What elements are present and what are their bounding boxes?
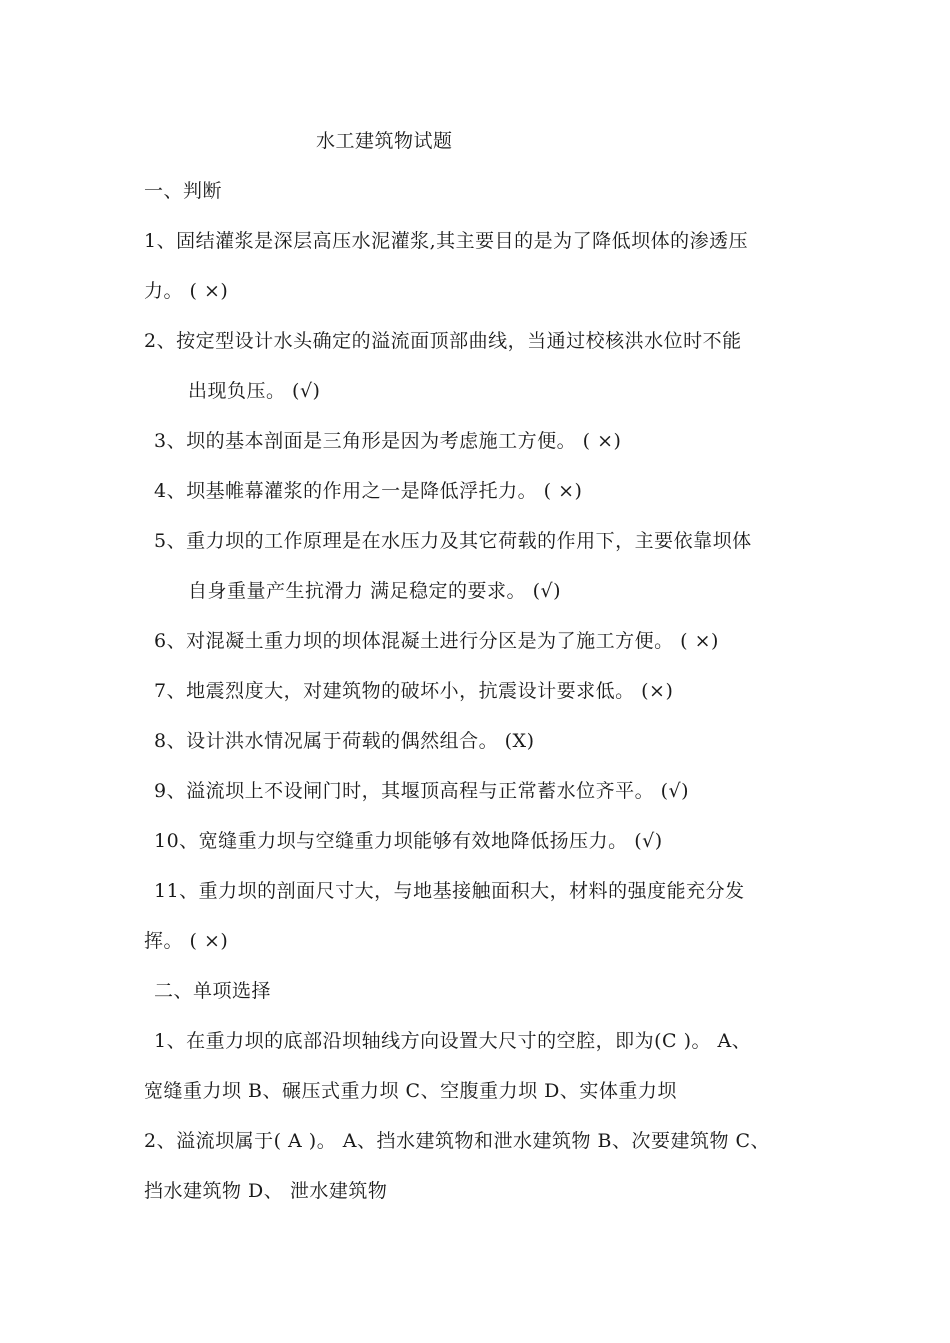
section-heading-judgment: 一、判断 xyxy=(144,180,223,202)
choice-item-2-line-1: 2、溢流坝属于( A )。 A、挡水建筑物和泄水建筑物 B、次要建筑物 C、 xyxy=(144,1130,771,1152)
document-title: 水工建筑物试题 xyxy=(316,130,453,152)
section-heading-single-choice: 二、单项选择 xyxy=(154,980,272,1002)
judgment-item-11-line-2: 挥。 ( ×) xyxy=(144,930,229,952)
choice-item-1-line-2: 宽缝重力坝 B、碾压式重力坝 C、空腹重力坝 D、实体重力坝 xyxy=(144,1080,677,1102)
judgment-item-1-line-1: 1、固结灌浆是深层高压水泥灌浆,其主要目的是为了降低坝体的渗透压 xyxy=(144,230,749,252)
choice-item-1-line-1: 1、在重力坝的底部沿坝轴线方向设置大尺寸的空腔，即为(C )。 A、 xyxy=(154,1030,752,1052)
judgment-item-3: 3、坝的基本剖面是三角形是因为考虑施工方便。 ( ×) xyxy=(154,430,622,452)
judgment-item-4: 4、坝基帷幕灌浆的作用之一是降低浮托力。 ( ×) xyxy=(154,480,583,502)
judgment-item-1-line-2: 力。 ( ×) xyxy=(144,280,229,302)
judgment-item-5-line-2: 自身重量产生抗滑力 满足稳定的要求。 (√) xyxy=(188,580,562,602)
judgment-item-9: 9、溢流坝上不设闸门时，其堰顶高程与正常蓄水位齐平。 (√) xyxy=(154,780,690,802)
judgment-item-11-line-1: 11、重力坝的剖面尺寸大，与地基接触面积大，材料的强度能充分发 xyxy=(154,880,745,902)
judgment-item-6: 6、对混凝土重力坝的坝体混凝土进行分区是为了施工方便。 ( ×) xyxy=(154,630,719,652)
judgment-item-8: 8、设计洪水情况属于荷载的偶然组合。 (X) xyxy=(154,730,535,752)
judgment-item-2-line-2: 出现负压。 (√) xyxy=(188,380,321,402)
judgment-item-5-line-1: 5、重力坝的工作原理是在水压力及其它荷载的作用下，主要依靠坝体 xyxy=(154,530,752,552)
judgment-item-10: 10、宽缝重力坝与空缝重力坝能够有效地降低扬压力。 (√) xyxy=(154,830,663,852)
choice-item-2-line-2: 挡水建筑物 D、 泄水建筑物 xyxy=(144,1180,388,1202)
judgment-item-2-line-1: 2、按定型设计水头确定的溢流面顶部曲线，当通过校核洪水位时不能 xyxy=(144,330,742,352)
judgment-item-7: 7、地震烈度大，对建筑物的破坏小，抗震设计要求低。 (×) xyxy=(154,680,674,702)
